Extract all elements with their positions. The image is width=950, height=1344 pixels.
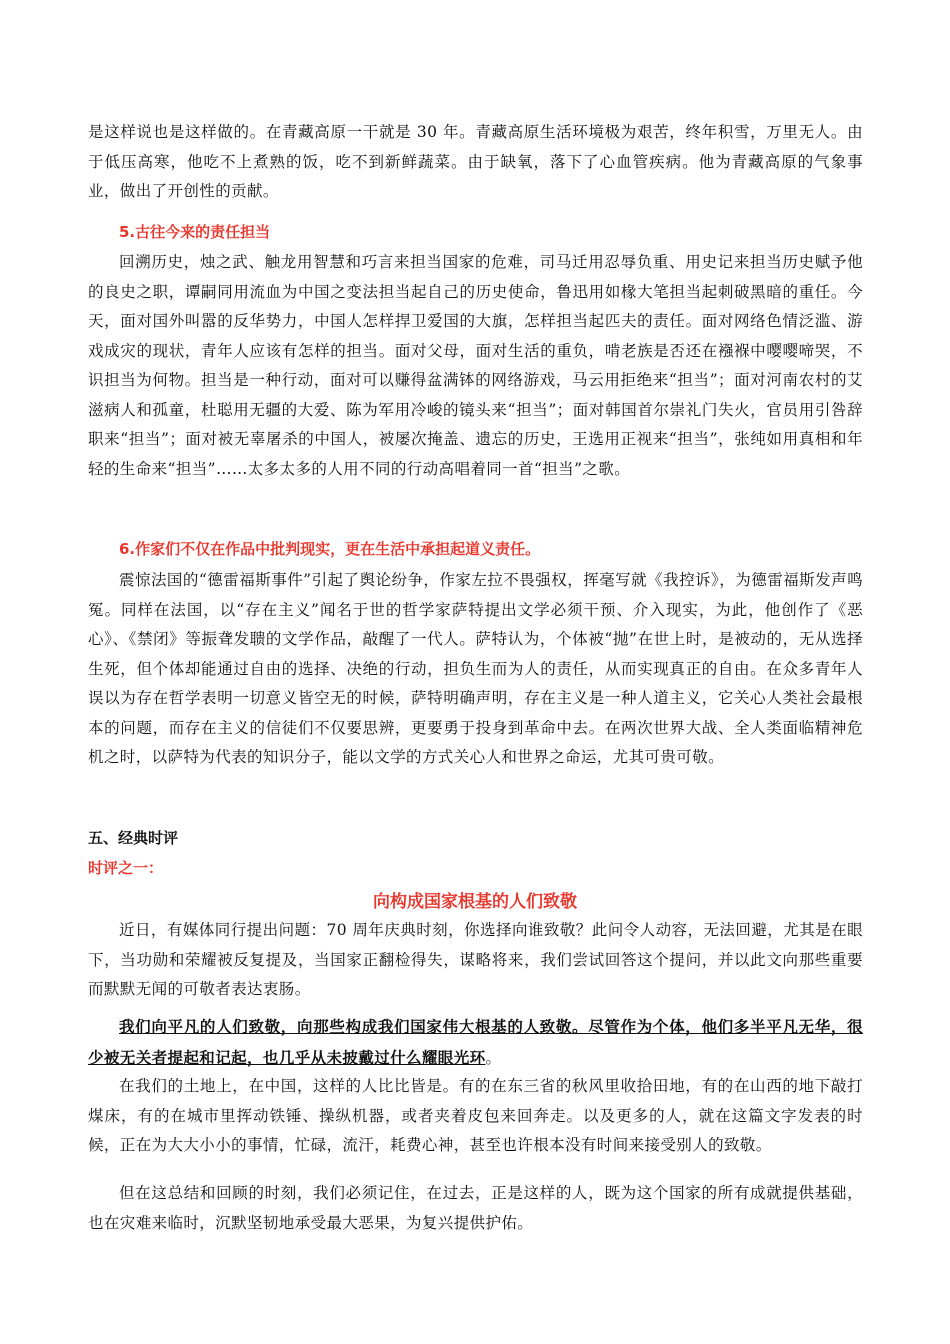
sub-heading: 时评之一： [88,859,164,877]
paragraph-intro-continued: 是这样说也是这样做的。在青藏高原一干就是 30 年。青藏高原生活环境极为艰苦，终年积雪，万里无人。由于低压高寒，他吃不上煮熟的饭，吃不到新鲜蔬菜。由于缺氧，落下了心血管疾病。他为青藏高原的气象事业，做出了开创性的贡献。 [88,123,863,200]
article-paragraph-2 [88,1012,863,1073]
article-paragraph-3: 在我们的土地上，在中国，这样的人比比皆是。有的在东三省的秋风里收拾田地，有的在山西的地下敲打煤床，有的在城市里挥动铁锤、操纵机器，或者夹着皮包来回奔走。以及更多的人，就在这篇文字发表的时候，正在为大大小小的事情，忙碌，流汗，耗费心神，甚至也许根本没有时间来接受别人的致敬。 [88,1077,863,1154]
article-title: 向构成国家根基的人们致敬 [373,892,577,912]
section-heading: 五、经典时评 [88,829,179,847]
emphasis-end-punct: 。 [485,1048,502,1067]
paragraph-point-6: 震惊法国的“德雷福斯事件”引起了舆论纷争，作家左拉不畏强权，挥毫写就《我控诉》，为德雷福斯发声鸣冤。同样在法国，以“存在主义”闻名于世的哲学家萨特提出文学必须干预、介入现实，为此，他创作了《恶心》、《禁闭》等振聋发聩的文学作品，敲醒了一代人。萨特认为，个体被“抛”在世上时，是被动的，无从选择生死，但个体却能通过自由的选择、决绝的行动，担负生而为人的责任，从而实现真正的自由。在众多青年人误以为存在哲学表明一切意义皆空无的时候，萨特明确声明，存在主义是一种人道主义，它关心人类社会最根本的问题，而存在主义的信徒们不仅要思辨，更要勇于投身到革命中去。在两次世界大战、全人类面临精神危机之时，以萨特为代表的知识分子，能以文学的方式关心人和世界之命运，尤其可贵可敬。 [88,571,863,766]
article-paragraph-1: 近日，有媒体同行提出问题：70 周年庆典时刻，你选择向谁致敬？此问令人动容，无法回避，尤其是在眼下，当功勋和荣耀被反复提及，当国家正翻检得失，谋略将来，我们尝试回答这个提问，并以此文向那些重要而默默无闻的可敬者表达衷肠。 [88,921,863,998]
emphasis-text: 我们向平凡的人们致敬，向那些构成我们国家伟大根基的人致敬。尽管作为个体，他们多半平凡无华，很少被无关者提起和记起，也几乎从未披戴过什么耀眼光环 [88,1017,863,1067]
article-paragraph-4: 但在这总结和回顾的时刻，我们必须记住，在过去，正是这样的人，既为这个国家的所有成就提供基础，也在灾难来临时，沉默坚韧地承受最大恶果，为复兴提供护佑。 [88,1184,863,1232]
heading-point-5: 5.古往今来的责任担当 [119,223,271,241]
heading-point-6: 6.作家们不仅在作品中批判现实，更在生活中承担起道义责任。 [119,540,541,558]
paragraph-point-5: 回溯历史，烛之武、触龙用智慧和巧言来担当国家的危难，司马迁用忍辱负重、用史记来担当历史赋予他的良史之职，谭嗣同用流血为中国之变法担当起自己的历史使命，鲁迅用如椽大笔担当起刺破黑暗的重任。今天，面对国外叫嚣的反华势力，中国人怎样捍卫爱国的大旗，怎样担当起匹夫的责任。面对网络色情泛滥、游戏成灾的现状，青年人应该有怎样的担当。面对父母，面对生活的重负，啃老族是否还在襁褓中嘤嘤啼哭，不识担当为何物。担当是一种行动，面对可以赚得盆满钵的网络游戏，马云用拒绝来“担当”；面对河南农村的艾滋病人和孤童，杜聪用无疆的大爱、陈为军用冷峻的镜头来“担当”；面对韩国首尔崇礼门失火，官员用引咎辞职来“担当”；面对被无辜屠杀的中国人，被屡次掩盖、遗忘的历史，王选用正视来“担当”，张纯如用真相和年轻的生命来“担当”……太多太多的人用不同的行动高唱着同一首“担当”之歌。 [88,253,863,478]
